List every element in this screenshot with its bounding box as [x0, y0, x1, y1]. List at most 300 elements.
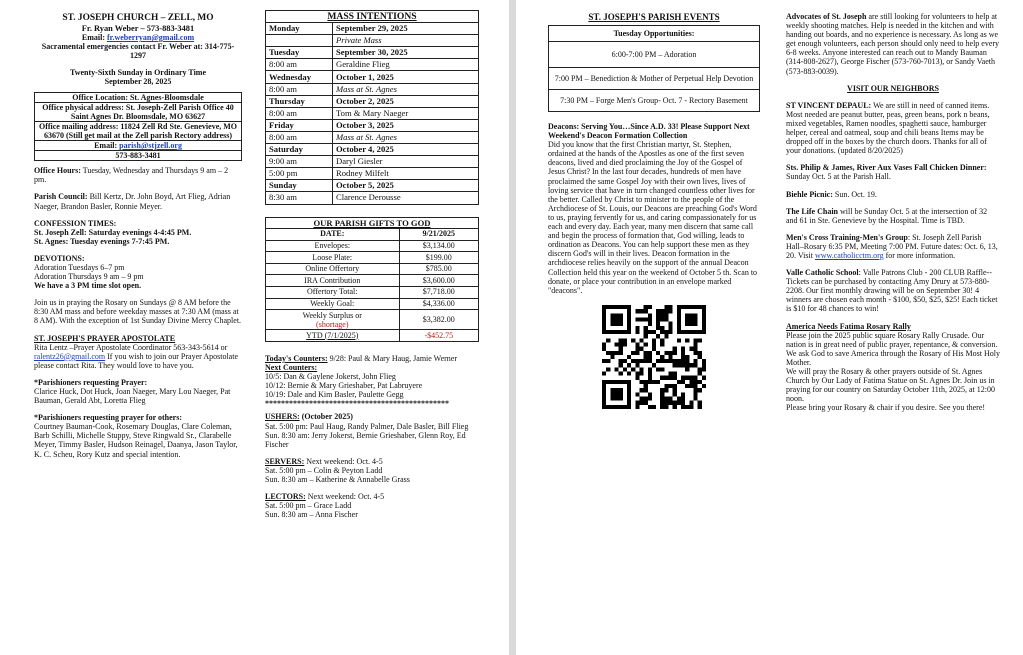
- qr-module: [681, 330, 685, 334]
- qr-module: [685, 338, 689, 342]
- left-column: [34, 13, 242, 459]
- office-email-label: Email:: [94, 141, 120, 151]
- qr-module: [652, 363, 656, 367]
- qr-module: [639, 367, 643, 371]
- lectors-heading: [265, 492, 481, 501]
- qr-module: [656, 380, 660, 384]
- qr-module: [602, 380, 606, 384]
- qr-module: [698, 405, 702, 409]
- chicken-dinner-text: Sunday Oct. 5 at the Parish Hall.: [786, 172, 891, 182]
- qr-module: [610, 313, 614, 317]
- qr-module: [669, 305, 673, 309]
- qr-module: [623, 330, 627, 334]
- qr-module: [660, 392, 664, 396]
- qr-module: [602, 309, 606, 313]
- qr-module: [652, 338, 656, 342]
- qr-module: [602, 405, 606, 409]
- mass-row: [266, 168, 479, 180]
- qr-module: [627, 330, 631, 334]
- qr-module: [669, 330, 673, 334]
- qr-module: [681, 363, 685, 367]
- qr-module: [648, 367, 652, 371]
- qr-module: [610, 355, 614, 359]
- qr-module: [689, 380, 693, 384]
- qr-module: [602, 346, 606, 350]
- gift-value: $4,336.00: [399, 298, 478, 310]
- qr-module: [627, 400, 631, 404]
- qr-module: [644, 384, 648, 388]
- qr-module: [644, 355, 648, 359]
- fatima-text-1: Please join the 2025 public square Rosary Rally Crusade. Our nation is in great need of public prayer, repentance, & conversion. We ask God to save America through the Rosary of His Most Holy Mother.: [786, 330, 1000, 367]
- qr-module: [664, 305, 668, 309]
- parish-council-text: Bill Kertz, Dr. John Boyd, Art Flieg, Adrian Naeger, Brandon Basler, Ronnie Meyer.: [34, 192, 231, 211]
- qr-module: [694, 338, 698, 342]
- mass-row-day-time: 8:00 am: [266, 59, 333, 71]
- parish-gifts-title: OUR PARISH GIFTS TO GOD: [266, 217, 479, 229]
- qr-module: [614, 317, 618, 321]
- qr-module: [694, 305, 698, 309]
- mass-row-day-time: 8:30 am: [266, 192, 333, 204]
- qr-module: [610, 392, 614, 396]
- qr-module: [635, 317, 639, 321]
- qr-module: [627, 392, 631, 396]
- qr-module: [648, 321, 652, 325]
- qr-module: [614, 313, 618, 317]
- qr-module: [664, 400, 668, 404]
- qr-module: [677, 309, 681, 313]
- qr-module: [602, 326, 606, 330]
- servers-weekend: Next weekend: Oct. 4-5: [304, 456, 383, 466]
- qr-module: [602, 388, 606, 392]
- qr-module: [648, 313, 652, 317]
- qr-module: [648, 305, 652, 309]
- qr-module: [614, 305, 618, 309]
- mass-row-day-time: 5:00 pm: [266, 168, 333, 180]
- mass-row: [266, 156, 479, 168]
- qr-module: [614, 321, 618, 325]
- qr-module: [614, 396, 618, 400]
- qr-module: [698, 380, 702, 384]
- mass-row-intention: Daryl Giesler: [333, 156, 479, 168]
- qr-module: [656, 359, 660, 363]
- servers-label: SERVERS:: [265, 456, 305, 466]
- gift-label: DATE:: [266, 229, 400, 241]
- gift-value: $7,718.00: [399, 287, 478, 299]
- qr-module: [698, 305, 702, 309]
- qr-module: [623, 342, 627, 346]
- biehle-picnic-text: Sun. Oct. 19.: [832, 189, 877, 199]
- qr-module: [619, 405, 623, 409]
- qr-module: [623, 305, 627, 309]
- qr-module: [689, 400, 693, 404]
- qr-module: [698, 355, 702, 359]
- qr-module: [635, 351, 639, 355]
- qr-module: [656, 367, 660, 371]
- qr-module: [631, 351, 635, 355]
- qr-module: [681, 392, 685, 396]
- ytd-label: YTD (7/1/2025): [266, 330, 400, 342]
- mass-row-day-time: Saturday: [266, 144, 333, 156]
- qr-module: [689, 376, 693, 380]
- qr-module: [602, 371, 606, 375]
- qr-module: [698, 371, 702, 375]
- gift-label: Offertory Total:: [266, 287, 400, 299]
- qr-module: [664, 334, 668, 338]
- life-chain-text: will be Sunday Oct. 5 at the intersection of 32 and 61 in Ste. Genevieve by the Hospital. Time is TBD.: [786, 206, 988, 225]
- qr-module: [652, 342, 656, 346]
- svdp-text: We are still in need of canned items. Most needed are peanut butter, peas, green beans, pork n beans, mixed vegetables, Ramen noodles, spaghetti sauce, hamburger helper, cereal and oatmeal, soup and chili beans Items may be dropped off in the boxes by the church doors. Thanks for all of your donations. (updated 8/20/2025): [786, 100, 990, 156]
- qr-module: [614, 405, 618, 409]
- qr-module: [664, 376, 668, 380]
- qr-module: [702, 313, 706, 317]
- qr-module: [669, 400, 673, 404]
- gift-value: $785.00: [399, 263, 478, 275]
- mass-row-intention: Mass at St. Agnes: [333, 131, 479, 143]
- qr-module: [619, 388, 623, 392]
- qr-module: [677, 396, 681, 400]
- pastor-email-link[interactable]: fr.weberryan@gmail.com: [106, 33, 195, 43]
- mass-row-intention: October 3, 2025: [333, 119, 479, 131]
- qr-module: [664, 388, 668, 392]
- qr-module: [623, 380, 627, 384]
- requesting-prayer-title: *Parishioners requesting Prayer:: [34, 377, 148, 387]
- ushers-heading: [265, 412, 481, 421]
- mass-row-day-time: 8:00 am: [266, 131, 333, 143]
- qr-module: [644, 326, 648, 330]
- middle-column: [265, 10, 481, 519]
- mass-row-intention: October 4, 2025: [333, 144, 479, 156]
- mass-row: [266, 192, 479, 204]
- qr-module: [664, 330, 668, 334]
- qr-module: [639, 317, 643, 321]
- donate-qr-code[interactable]: [602, 305, 706, 409]
- qr-module: [669, 359, 673, 363]
- qr-module: [644, 305, 648, 309]
- qr-module: [702, 305, 706, 309]
- qr-module: [702, 309, 706, 313]
- qr-module: [673, 363, 677, 367]
- mass-row-intention: Clarence Derousse: [333, 192, 479, 204]
- qr-module: [610, 396, 614, 400]
- qr-module: [627, 321, 631, 325]
- qr-module: [635, 359, 639, 363]
- bulletin-page-2: [516, 0, 1023, 655]
- qr-module: [664, 384, 668, 388]
- qr-module: [619, 351, 623, 355]
- gift-label: IRA Contribution: [266, 275, 400, 287]
- gift-value: $3,600.00: [399, 275, 478, 287]
- mass-row-day-time: Friday: [266, 119, 333, 131]
- qr-module: [681, 376, 685, 380]
- qr-module: [614, 392, 618, 396]
- mass-row-day-time: Sunday: [266, 180, 333, 192]
- parish-gifts-table: [265, 217, 479, 342]
- mass-row-intention: October 2, 2025: [333, 95, 479, 107]
- devotions-title: DEVOTIONS:: [34, 253, 85, 263]
- qr-module: [619, 338, 623, 342]
- qr-module: [606, 338, 610, 342]
- qr-module: [623, 367, 627, 371]
- qr-module: [619, 317, 623, 321]
- qr-module: [639, 396, 643, 400]
- qr-module: [669, 321, 673, 325]
- office-phone: 573-883-3481: [115, 151, 161, 161]
- qr-module: [619, 392, 623, 396]
- gift-value: $199.00: [399, 252, 478, 264]
- qr-module: [664, 351, 668, 355]
- qr-module: [619, 380, 623, 384]
- qr-module: [681, 396, 685, 400]
- qr-module: [673, 346, 677, 350]
- advocates-text: are still looking for volunteers to help at weekly shooting matches. Help is needed in the kitchen and with handing out boards, and no experience is necessary. As long as we get enough volunteers, each person should only need to help every 6-8 weeks. Anyone interested can reach out to Mandy Bauman (314-808-2627), George Fischer (573-760-7013), or Sandy Vaeth (573-883-0039).: [786, 12, 1000, 76]
- qr-module: [614, 380, 618, 384]
- gift-label: Loose Plate:: [266, 252, 400, 264]
- qr-module: [648, 396, 652, 400]
- qr-module: [644, 380, 648, 384]
- qr-module: [660, 405, 664, 409]
- qr-module: [602, 384, 606, 388]
- qr-module: [694, 388, 698, 392]
- qr-module: [602, 330, 606, 334]
- mens-group-notice: [786, 233, 1000, 260]
- todays-counters-label: Today's Counters:: [265, 353, 328, 363]
- catholicctm-link[interactable]: www.catholicctm.org: [814, 250, 884, 260]
- qr-module: [677, 313, 681, 317]
- qr-module: [702, 330, 706, 334]
- qr-module: [694, 342, 698, 346]
- qr-module: [639, 400, 643, 404]
- qr-module: [681, 400, 685, 404]
- qr-module: [610, 351, 614, 355]
- qr-module: [664, 313, 668, 317]
- devotion-tuesday: Adoration Tuesdays 6–7 pm: [34, 262, 125, 272]
- gift-row: [266, 275, 479, 287]
- qr-module: [614, 351, 618, 355]
- qr-module: [660, 400, 664, 404]
- mass-row-intention: Rodney Milfelt: [333, 168, 479, 180]
- qr-module: [669, 309, 673, 313]
- gift-row: [266, 229, 479, 241]
- qr-module: [681, 405, 685, 409]
- lectors-saturday: Sat. 5:00 pm – Grace Ladd: [265, 501, 352, 511]
- pastor-line: Fr. Ryan Weber – 573-883-3481: [81, 24, 195, 33]
- qr-module: [702, 363, 706, 367]
- gift-row: [266, 263, 479, 275]
- mass-row-day-time: Monday: [266, 23, 333, 35]
- qr-module: [606, 380, 610, 384]
- qr-module: [606, 367, 610, 371]
- parish-council: [34, 192, 242, 210]
- shortage-label-text: (shortage): [316, 319, 349, 329]
- qr-module: [639, 388, 643, 392]
- prayer-email-link[interactable]: ralentz26@gmail.com: [34, 351, 106, 361]
- qr-module: [698, 338, 702, 342]
- qr-module: [689, 384, 693, 388]
- qr-module: [694, 359, 698, 363]
- qr-module: [685, 384, 689, 388]
- qr-module: [677, 321, 681, 325]
- qr-module: [664, 359, 668, 363]
- fatima-text-3: Please bring your Rosary & chair if you desire. See you there!: [786, 403, 986, 413]
- life-chain-label: The Life Chain: [786, 206, 839, 216]
- qr-module: [673, 359, 677, 363]
- qr-module: [635, 346, 639, 350]
- qr-module: [602, 396, 606, 400]
- mass-intentions-rows: [266, 23, 479, 204]
- qr-module: [623, 359, 627, 363]
- mass-row-day-time: Wednesday: [266, 71, 333, 83]
- qr-module: [660, 313, 664, 317]
- servers-heading: [265, 457, 481, 466]
- qr-module: [610, 380, 614, 384]
- qr-module: [694, 380, 698, 384]
- qr-module: [689, 317, 693, 321]
- qr-module: [639, 371, 643, 375]
- qr-module: [689, 321, 693, 325]
- qr-module: [664, 405, 668, 409]
- qr-module: [631, 359, 635, 363]
- announcements-column: [786, 12, 1000, 412]
- ushers-saturday: Sat. 5:00 pm: Paul Haug, Randy Palmer, Dale Basler, Bill Flieg: [265, 421, 469, 431]
- qr-module: [664, 309, 668, 313]
- qr-module: [685, 321, 689, 325]
- qr-module: [627, 384, 631, 388]
- tuesday-opportunities-title: Tuesday Opportunities:: [549, 26, 760, 42]
- mens-group-label: Men's Cross Training-Men's Group: [786, 232, 908, 242]
- qr-module: [627, 317, 631, 321]
- qr-module: [669, 351, 673, 355]
- qr-module: [694, 351, 698, 355]
- qr-module: [627, 380, 631, 384]
- qr-module: [652, 380, 656, 384]
- qr-module: [635, 405, 639, 409]
- qr-module: [627, 309, 631, 313]
- qr-module: [627, 396, 631, 400]
- qr-module: [685, 363, 689, 367]
- surplus-label: [266, 310, 400, 330]
- qr-module: [635, 376, 639, 380]
- qr-module: [694, 392, 698, 396]
- qr-module: [660, 326, 664, 330]
- office-email-link[interactable]: parish@stjzell.org: [119, 141, 182, 151]
- qr-module: [606, 305, 610, 309]
- servers-saturday: Sat. 5:00 pm – Colin & Peyton Ladd: [265, 465, 383, 475]
- qr-module: [619, 359, 623, 363]
- mass-intentions-table: [265, 10, 479, 205]
- qr-module: [694, 363, 698, 367]
- qr-module: [644, 351, 648, 355]
- mass-row: [266, 144, 479, 156]
- qr-module: [644, 334, 648, 338]
- mass-row-intention: Mass at St. Agnes: [333, 83, 479, 95]
- qr-module: [660, 342, 664, 346]
- qr-module: [602, 313, 606, 317]
- svdp-notice: [786, 101, 1000, 156]
- valle-text: : Valle Patrons Club - 200 CLUB Raffle--Tickets can be purchased by contacting Amy Drury at 573-880-2208. Our first monthly drawing will be on September 30! 4 winners are chosen each month - $100, $50, $25, $25! Each ticket is $10 for 48 chances to win!: [786, 268, 998, 314]
- next-counters-title: Next Counters:: [265, 362, 318, 372]
- qr-module: [664, 396, 668, 400]
- qr-module: [689, 313, 693, 317]
- lectors-weekend: Next weekend: Oct. 4-5: [305, 492, 385, 502]
- qr-module: [698, 388, 702, 392]
- office-hours-text: Tuesday, Wednesday and Thursdays 9 am – 2 pm.: [34, 166, 229, 185]
- prayer-text-2: If you wish to join our Prayer Apostolate please contact Rita. They would love to have you.: [34, 351, 238, 370]
- qr-module: [635, 392, 639, 396]
- mass-row-day-time: Thursday: [266, 95, 333, 107]
- qr-module: [689, 363, 693, 367]
- qr-module: [669, 396, 673, 400]
- mass-row-day-time: 9:00 am: [266, 156, 333, 168]
- qr-module: [619, 396, 623, 400]
- qr-module: [648, 359, 652, 363]
- qr-module: [631, 367, 635, 371]
- qr-module: [694, 384, 698, 388]
- qr-module: [619, 313, 623, 317]
- qr-module: [648, 371, 652, 375]
- lectors-sunday: Sun. 8:30 am – Anna Fischer: [265, 510, 358, 520]
- qr-module: [619, 305, 623, 309]
- qr-module: [652, 405, 656, 409]
- biehle-picnic-notice: [786, 190, 1000, 199]
- qr-module: [602, 392, 606, 396]
- qr-module: [702, 384, 706, 388]
- qr-module: [648, 392, 652, 396]
- sacramental-contact: Sacramental emergencies contact Fr. Weber at: 314-775-1297: [41, 42, 235, 61]
- qr-module: [639, 380, 643, 384]
- qr-module: [660, 338, 664, 342]
- qr-module: [698, 351, 702, 355]
- next-counters-3: 10/19: Dale and Kim Basler, Paulette Gegg: [265, 390, 404, 400]
- life-chain-notice: [786, 207, 1000, 225]
- gift-row: [266, 240, 479, 252]
- qr-module: [660, 388, 664, 392]
- deacon-title: Deacons: Serving You…Since A.D. 33! Please Support Next Weekend's Deacon Formation Collection: [548, 122, 750, 141]
- qr-module: [631, 338, 635, 342]
- bulletin-page-1: [0, 0, 509, 655]
- mass-row-intention: September 29, 2025: [333, 23, 479, 35]
- mass-row-intention: October 5, 2025: [333, 180, 479, 192]
- qr-module: [610, 330, 614, 334]
- qr-module: [619, 371, 623, 375]
- qr-module: [648, 376, 652, 380]
- qr-module: [673, 400, 677, 404]
- next-counters-1: 10/5: Dan & Gaylene Jokerst, John Flieg: [265, 372, 396, 382]
- qr-module: [698, 367, 702, 371]
- mass-row: [266, 35, 479, 47]
- qr-module: [681, 351, 685, 355]
- qr-module: [669, 326, 673, 330]
- qr-module: [627, 326, 631, 330]
- confession-title: CONFESSION TIMES:: [34, 218, 117, 228]
- qr-module: [623, 405, 627, 409]
- qr-module: [619, 363, 623, 367]
- qr-module: [656, 313, 660, 317]
- qr-module: [681, 346, 685, 350]
- qr-module: [694, 330, 698, 334]
- qr-module: [627, 388, 631, 392]
- prayer-apostolate-text: [34, 343, 242, 370]
- deacon-text: Did you know that the first Christian martyr, St. Stephen, ordained at the hands of the Apostles as one of the first seven deacons, lived and died proclaiming the Joy of the Gospel of Jesus Christ? In the last four decades, hundreds of men have proclaimed the same Gospel Joy with their own lives, lives of loving service that have in turn changed countless other lives for the better. Called by Christ to minister to the people of the Archdiocese of St. Louis, our Deacons are preaching God's Word to us, praying fervently for us, and caring compassionately for us each and every day. Each year, many men discern that same call and begin the process of formation that, God willing, leads to ordination as Deacons. You can help support these men as they discern God's will in their lives. Deacon formation in the archdiocese relies heavily on the support of the annual Deacon Collection held this year on the weekend of October 5 th. Scan to donate, or place your contribution in an envelope marked "deacons".: [548, 140, 758, 295]
- ushers-month: (October 2025): [299, 412, 353, 422]
- qr-module: [681, 380, 685, 384]
- qr-module: [660, 396, 664, 400]
- opportunity-forge: 7:30 PM – Forge Men's Group- Oct. 7 - Rectory Basement: [549, 90, 760, 112]
- qr-module: [627, 313, 631, 317]
- pastor-email: [34, 33, 242, 42]
- qr-module: [610, 405, 614, 409]
- qr-module: [685, 317, 689, 321]
- advocates-notice: [786, 12, 1000, 76]
